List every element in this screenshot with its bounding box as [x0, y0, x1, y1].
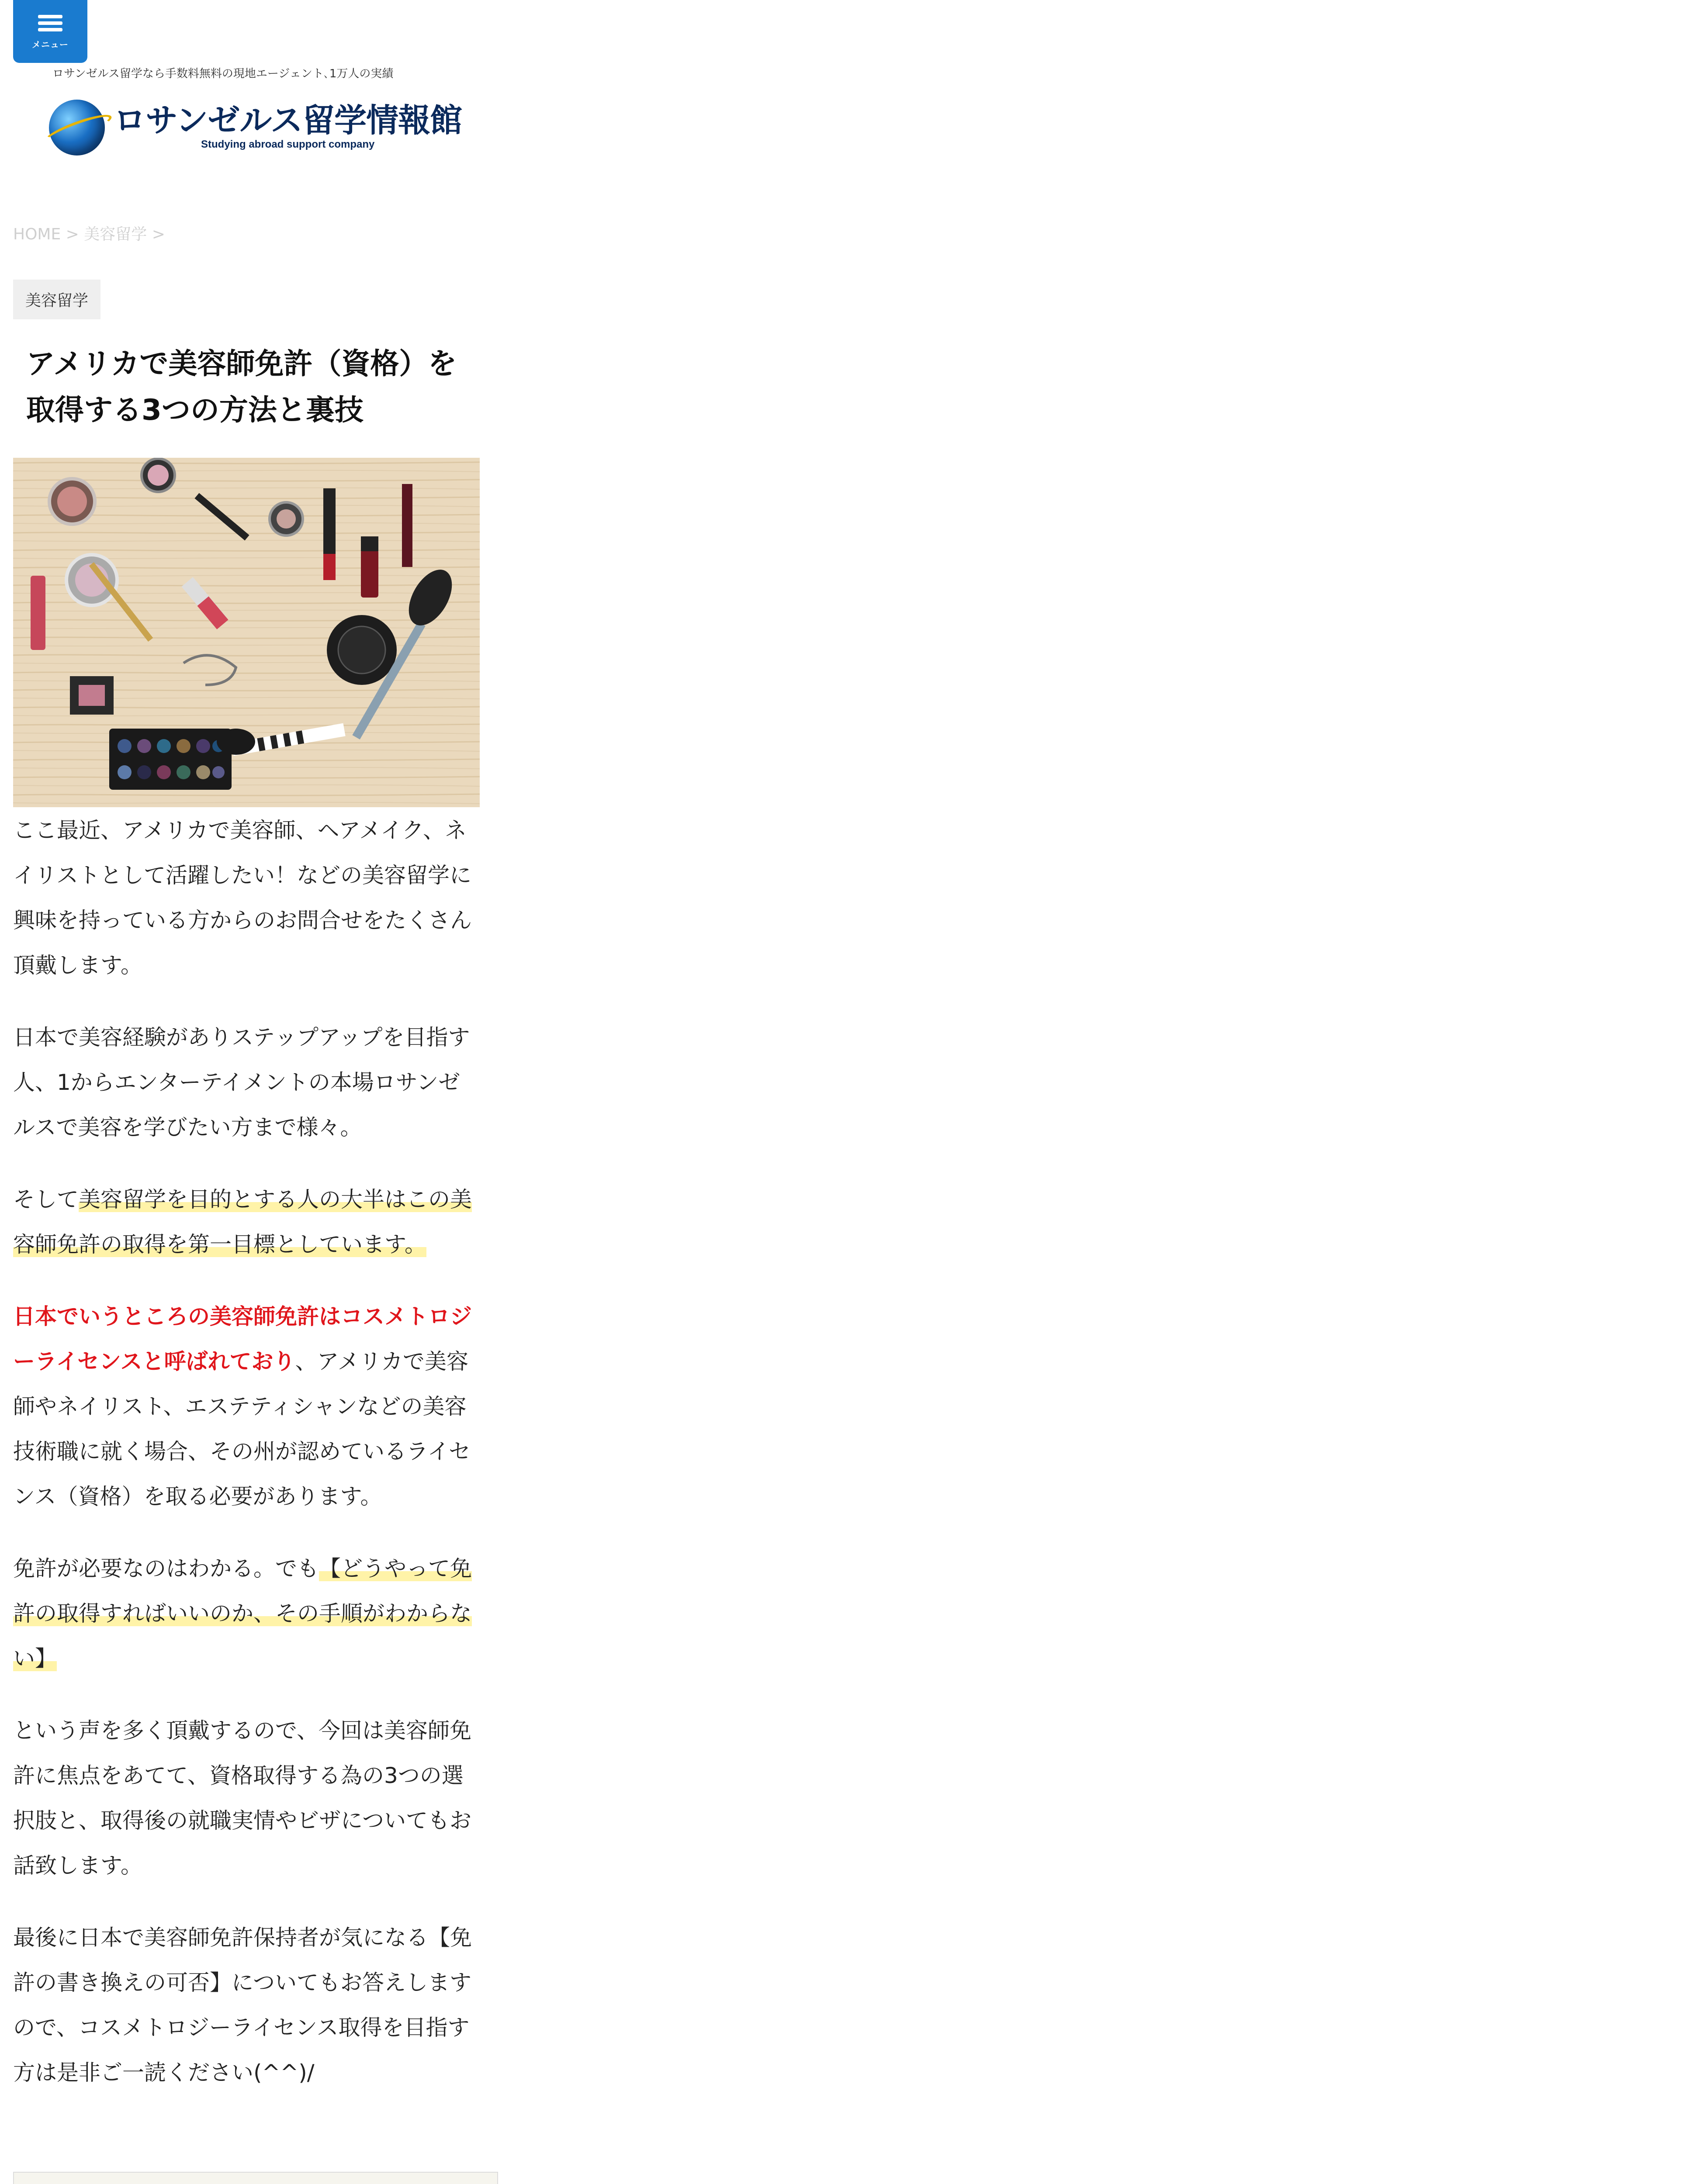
paragraph [13, 1177, 481, 1267]
paragraph-text: 、アメリカで美容師やネイリスト、エステティシャンなどの美容技術職に就く場合、その州が認めているライセンス（資格）を取る必要があります。 [13, 1349, 471, 1509]
paragraph-text: 免許が必要なのはわかる。でも [13, 1556, 319, 1581]
paragraph: 最後に日本で美容師免許保持者が気になる【免許の書き換えの可否】についてもお答えしますので、コスメトロジーライセンス取得を目指す方は是非ご一読ください(^^)/ [13, 1925, 472, 2085]
emphasis-red-text: 日本でいうところの美容師免許はコスメトロジーライセンスと呼ばれており [13, 1304, 472, 1374]
paragraph: ここ最近、アメリカで美容師、ヘアメイク、ネイリストとして活躍したい！などの美容留学に興味を持っている方からのお問合せをたくさん頂戴します。 [13, 818, 472, 978]
cosmetics-illustration [13, 458, 480, 807]
breadcrumb-home[interactable]: HOME [13, 225, 61, 243]
paragraph [13, 1546, 481, 1681]
paragraph-text: そして [13, 1187, 79, 1212]
menu-button[interactable] [13, 0, 87, 63]
globe-icon [49, 100, 105, 156]
logo-title: ロサンゼルス留学情報館 [114, 102, 462, 139]
paragraph: 日本で美容経験がありステップアップを目指す人、1からエンターテイメントの本場ロサンゼルスで美容を学びたい方まで様々。 [13, 1025, 470, 1140]
breadcrumb-separator: > [61, 225, 84, 243]
article-title: アメリカで美容師免許（資格）を取得する3つの方法と裏技 [26, 347, 457, 427]
breadcrumb [13, 222, 165, 244]
breadcrumb-category[interactable]: 美容留学 [84, 225, 147, 243]
menu-label: メニュー [32, 39, 69, 50]
paragraph: という声を多く頂戴するので、今回は美容師免許に焦点をあてて、資格取得する為の3つの選択肢と、取得後の就職実情やビザについてもお話致します。 [13, 1718, 471, 1878]
category-tag[interactable]: 美容留学 [13, 280, 100, 319]
hero-image-cosmetics [13, 458, 480, 807]
logo-subtitle: Studying abroad support company [201, 138, 375, 150]
table-of-contents [13, 2172, 498, 2184]
site-tagline: ロサンゼルス留学なら手数料無料の現地エージェント､1万人の実績 [52, 67, 394, 80]
hamburger-icon [38, 15, 62, 31]
highlighted-text: 【どうやって免許の取得すればいいのか、その手順がわからない】 [13, 1556, 472, 1671]
paragraph [13, 1294, 481, 1519]
breadcrumb-separator: > [147, 225, 165, 243]
article-body [13, 808, 481, 2122]
highlighted-text: 美容留学を目的とする人の大半はこの美容師免許の取得を第一目標としています。 [13, 1187, 472, 1257]
site-logo[interactable] [49, 100, 462, 156]
